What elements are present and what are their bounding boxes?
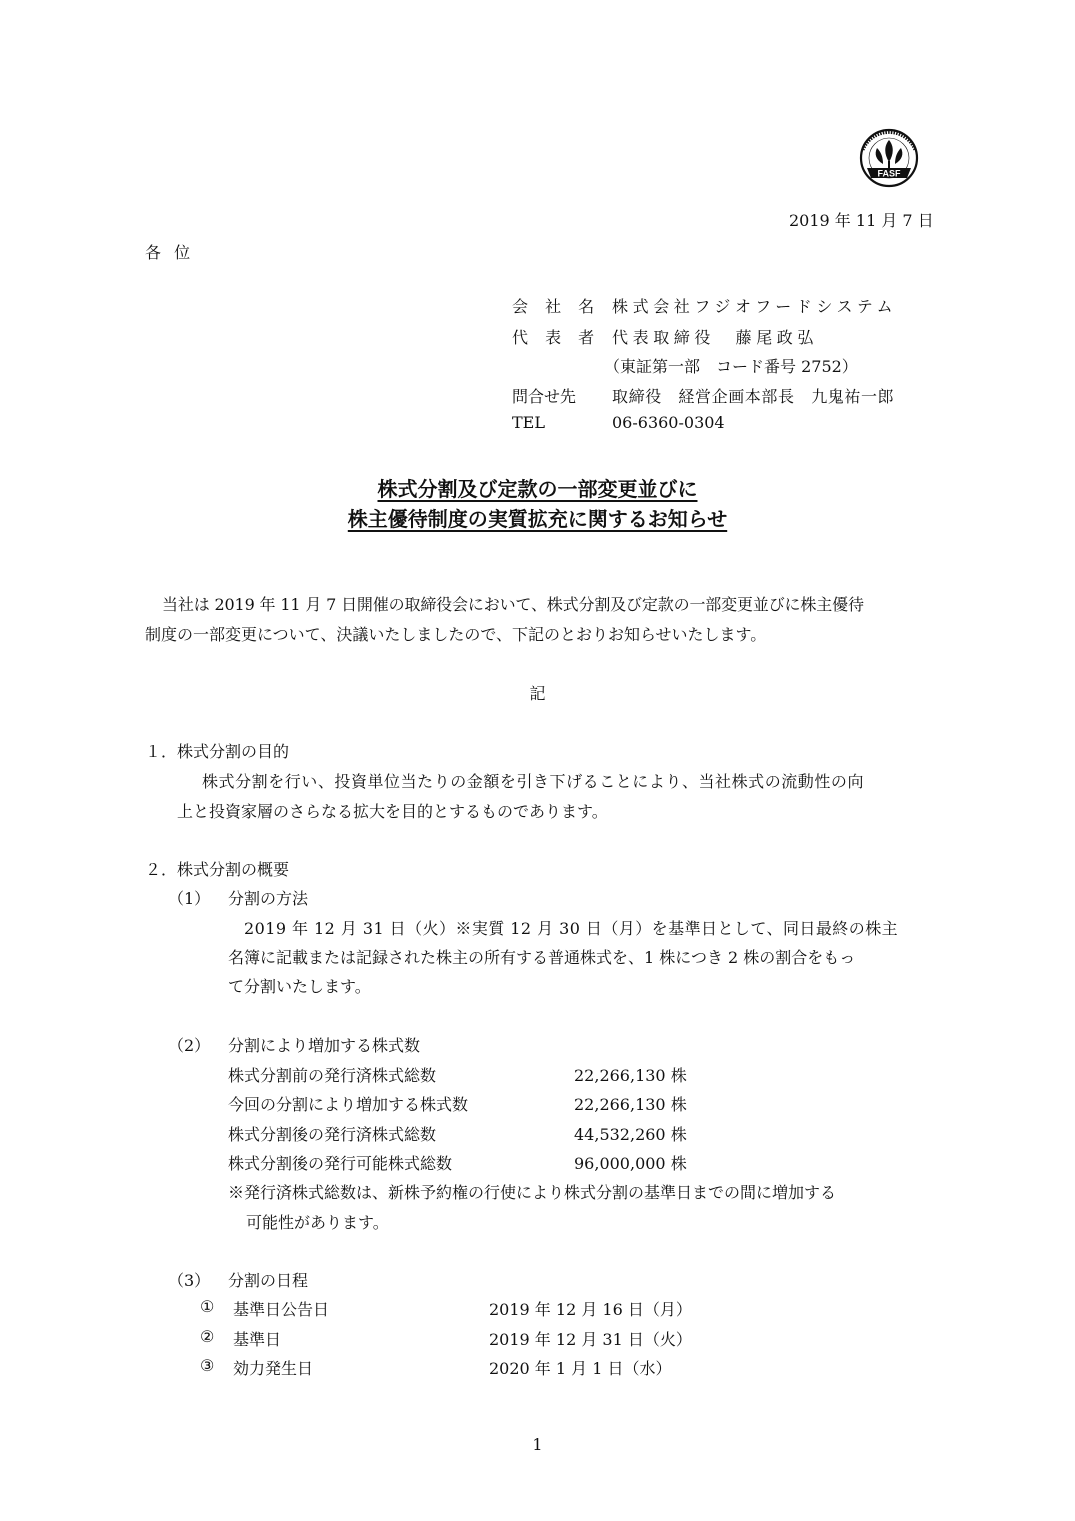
subsection-1-line-2: 名簿に記載または記録された株主の所有する普通株式を、1 株につき 2 株の割合をもっ: [228, 948, 856, 967]
subsection-1-number: （1）: [168, 889, 211, 908]
section-2-heading: ２．株式分割の概要: [145, 860, 290, 879]
schedule-date: 2019 年 12 月 31 日（火）: [489, 1330, 692, 1349]
shares-row-value: 96,000,000 株: [574, 1154, 687, 1173]
shares-row-label: 株式分割前の発行済株式総数: [228, 1066, 437, 1085]
company-label: 会 社 名: [512, 297, 601, 316]
subsection-2-number: （2）: [168, 1036, 211, 1055]
subsection-1-line-1: 2019 年 12 月 31 日（火）※実質 12 月 30 日（月）を基準日として、同日最終の株主: [244, 919, 899, 938]
tel-label: TEL: [512, 413, 545, 432]
schedule-date: 2020 年 1 月 1 日（水）: [489, 1359, 672, 1378]
shares-row-value: 44,532,260 株: [574, 1125, 687, 1144]
company-name: 株式会社フジオフードシステム: [612, 297, 898, 316]
ki-heading: 記: [529, 684, 546, 703]
section-1-line-2: 上と投資家層のさらなる拡大を目的とするものであります。: [177, 802, 608, 821]
contact-label: 問合せ先: [512, 387, 577, 406]
shares-row-label: 株式分割後の発行済株式総数: [228, 1125, 437, 1144]
schedule-label: 基準日公告日: [233, 1300, 330, 1319]
intro-line-1: 当社は 2019 年 11 月 7 日開催の取締役会において、株式分割及び定款の一部変更並びに株主優待: [162, 595, 864, 614]
tel-number: 06-6360-0304: [612, 413, 725, 432]
subsection-3-number: （3）: [168, 1271, 211, 1290]
logo-text: FASF: [877, 168, 901, 179]
schedule-mark: ②: [200, 1327, 215, 1346]
schedule-mark: ①: [200, 1297, 215, 1316]
shares-row-value: 22,266,130 株: [574, 1095, 687, 1114]
shares-row-label: 今回の分割により増加する株式数: [228, 1095, 469, 1114]
addressee: 各 位: [145, 243, 195, 262]
subsection-3-title: 分割の日程: [228, 1271, 309, 1290]
subsection-2-title: 分割により増加する株式数: [228, 1036, 421, 1055]
shares-note-line-1: ※発行済株式総数は、新株予約権の行使により株式分割の基準日までの間に増加する: [228, 1183, 837, 1202]
section-1-heading: １．株式分割の目的: [145, 742, 290, 761]
schedule-date: 2019 年 12 月 16 日（月）: [489, 1300, 692, 1319]
fasf-logo: [855, 128, 923, 188]
subsection-1-line-3: て分割いたします。: [228, 977, 371, 996]
representative-label: 代 表 者: [512, 328, 601, 347]
document-date: 2019 年 11 月 7 日: [789, 211, 934, 230]
intro-line-2: 制度の一部変更について、決議いたしましたので、下記のとおりお知らせいたします。: [145, 625, 767, 644]
title-line-1: 株式分割及び定款の一部変更並びに: [377, 477, 698, 501]
schedule-label: 効力発生日: [233, 1359, 314, 1378]
shares-row-value: 22,266,130 株: [574, 1066, 687, 1085]
shares-row-label: 株式分割後の発行可能株式総数: [228, 1154, 453, 1173]
schedule-label: 基準日: [233, 1330, 282, 1349]
representative-name: 代表取締役 藤尾政弘: [612, 328, 819, 347]
section-1-line-1: 株式分割を行い、投資単位当たりの金額を引き下げることにより、当社株式の流動性の向: [202, 772, 865, 791]
stock-code: （東証第一部 コード番号 2752）: [604, 357, 858, 376]
title-line-2: 株主優待制度の実質拡充に関するお知らせ: [347, 507, 728, 531]
subsection-1-title: 分割の方法: [228, 889, 309, 908]
schedule-mark: ③: [200, 1356, 215, 1375]
contact-name: 取締役 経営企画本部長 九鬼祐一郎: [612, 387, 895, 406]
shares-note-line-2: 可能性があります。: [246, 1213, 389, 1232]
page-number: 1: [532, 1435, 543, 1454]
